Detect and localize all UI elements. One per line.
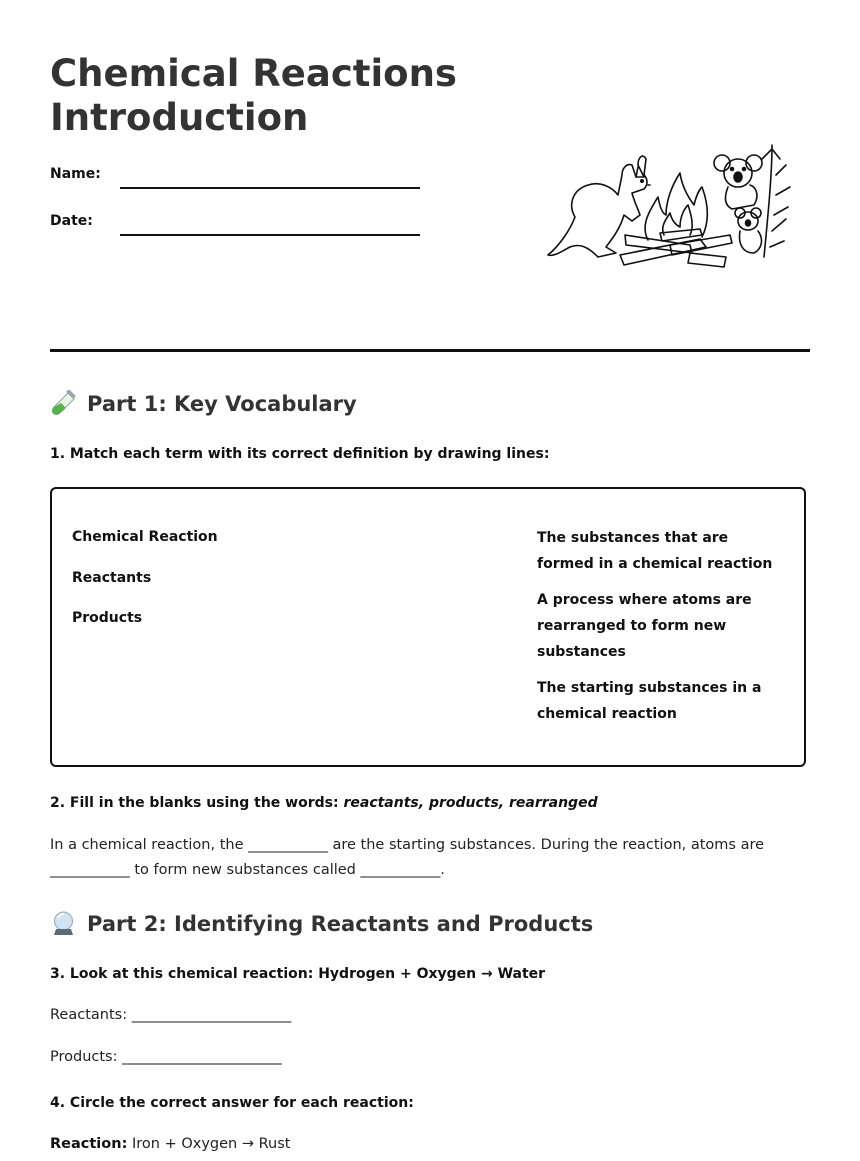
question-3: 3. Look at this chemical reaction: Hydrogen + Oxygen → Water	[50, 966, 546, 982]
part1-heading	[50, 390, 357, 417]
section-divider	[50, 349, 810, 352]
definitions-list	[537, 525, 787, 737]
illustration	[540, 135, 800, 285]
term-products[interactable]: Products	[72, 610, 143, 626]
part1-title: Part 1: Key Vocabulary	[87, 391, 357, 416]
koala-icon	[714, 145, 790, 257]
page-title	[50, 52, 470, 140]
title-line-1: Chemical Reactions	[50, 52, 457, 95]
definition-item[interactable]: The starting substances in a chemical reaction	[537, 680, 762, 722]
part2-title: Part 2: Identifying Reactants and Products	[87, 911, 594, 936]
reaction-label: Reaction:	[50, 1136, 128, 1152]
definition-item[interactable]: A process where atoms are rearranged to form new substances	[537, 592, 752, 660]
question-2	[50, 795, 598, 811]
name-label: Name:	[50, 166, 101, 182]
date-field[interactable]	[120, 234, 420, 236]
reactants-answer[interactable]: Reactants: ______________________	[50, 1007, 292, 1023]
test-tube-icon	[50, 390, 77, 417]
date-label: Date:	[50, 213, 93, 229]
definition-item[interactable]: The substances that are formed in a chemical reaction	[537, 530, 773, 572]
products-answer[interactable]: Products: ______________________	[50, 1049, 282, 1065]
reaction-text: Iron + Oxygen → Rust	[127, 1136, 291, 1152]
title-line-2: Introduction	[50, 96, 309, 139]
matching-box	[50, 487, 806, 767]
question-1: 1. Match each term with its correct definition by drawing lines:	[50, 446, 550, 462]
question-2-prefix: 2. Fill in the blanks using the words:	[50, 795, 344, 811]
crystal-ball-icon	[50, 910, 77, 937]
term-reactants[interactable]: Reactants	[72, 570, 152, 586]
campfire-icon	[620, 173, 732, 267]
term-chemical-reaction[interactable]: Chemical Reaction	[72, 529, 218, 545]
kangaroo-icon	[548, 156, 650, 257]
question-4: 4. Circle the correct answer for each reaction:	[50, 1095, 414, 1111]
fill-in-paragraph[interactable]: In a chemical reaction, the ___________ are the starting substances. During the reaction, atoms are ___________ to form new substances called ___________.	[50, 837, 765, 878]
part2-heading	[50, 910, 593, 937]
word-bank: reactants, products, rearranged	[343, 795, 598, 811]
reaction-line	[50, 1136, 290, 1152]
name-field[interactable]	[120, 187, 420, 189]
